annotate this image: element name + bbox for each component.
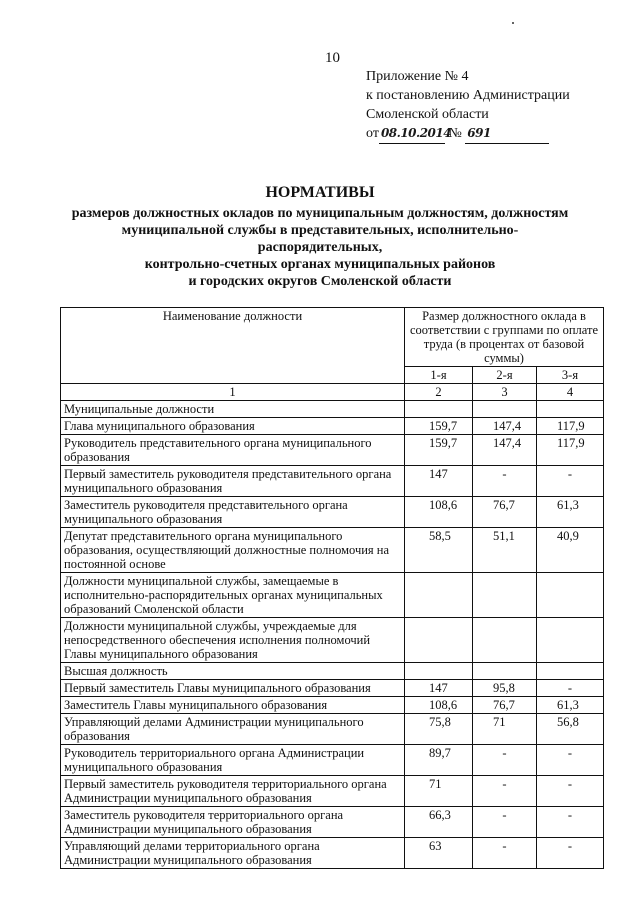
table-row bbox=[61, 807, 604, 838]
row-group-3: - bbox=[537, 466, 604, 497]
row-group-1: 147 bbox=[405, 466, 473, 497]
col-number-3: 3 bbox=[473, 384, 537, 401]
handwritten-date: 08.10.2014 bbox=[379, 124, 445, 144]
row-group-2: 95,8 bbox=[473, 680, 537, 697]
row-group-1: 159,7 bbox=[405, 418, 473, 435]
row-group-2: - bbox=[473, 807, 537, 838]
table-row bbox=[61, 418, 604, 435]
header-group-1: 1-я bbox=[405, 367, 473, 384]
row-group-1: 108,6 bbox=[405, 497, 473, 528]
date-prefix: от bbox=[366, 126, 379, 141]
table-row bbox=[61, 838, 604, 869]
row-group-1: 66,3 bbox=[405, 807, 473, 838]
row-group-2: 147,4 bbox=[473, 435, 537, 466]
row-group-3: - bbox=[537, 838, 604, 869]
header-salary-size: Размер должностного оклада в соответствии с группами по оплате труда (в процентах от базовой суммы) bbox=[405, 308, 604, 367]
number-prefix: № bbox=[448, 126, 462, 141]
row-position: Заместитель Главы муниципального образования bbox=[61, 697, 405, 714]
row-group-2: 147,4 bbox=[473, 418, 537, 435]
row-position: Депутат представительного органа муниципального образования, осуществляющий должностные полномочия на постоянной основе bbox=[61, 528, 405, 573]
col-number-4: 4 bbox=[537, 384, 604, 401]
appendix-line-3: Смоленской области bbox=[366, 107, 489, 122]
row-group-3: - bbox=[537, 776, 604, 807]
row-group-1: 108,6 bbox=[405, 697, 473, 714]
row-group-2 bbox=[473, 618, 537, 663]
table-row bbox=[61, 435, 604, 466]
row-group-3 bbox=[537, 663, 604, 680]
row-position: Управляющий делами территориального органа Администрации муниципального образования bbox=[61, 838, 405, 869]
table-row bbox=[61, 745, 604, 776]
row-position: Высшая должность bbox=[61, 663, 405, 680]
table-row bbox=[61, 776, 604, 807]
row-position: Должности муниципальной службы, замещаемые в исполнительно-распорядительных органах муниципальных образований Смоленской области bbox=[61, 573, 405, 618]
row-group-2: - bbox=[473, 838, 537, 869]
handwritten-number: 691 bbox=[465, 124, 549, 144]
title-line-1: размеров должностных окладов по муниципальным должностям, должностям bbox=[71, 206, 569, 221]
row-group-1 bbox=[405, 663, 473, 680]
row-group-2: 51,1 bbox=[473, 528, 537, 573]
table-row bbox=[61, 618, 604, 663]
row-position: Должности муниципальной службы, учреждаемые для непосредственного обеспечения исполнения полномочий Главы муниципального образования bbox=[61, 618, 405, 663]
table-row bbox=[61, 714, 604, 745]
header-group-3: 3-я bbox=[537, 367, 604, 384]
row-group-1: 159,7 bbox=[405, 435, 473, 466]
title-line-4: контрольно-счетных органах муниципальных районов bbox=[144, 257, 496, 272]
row-position: Первый заместитель Главы муниципального образования bbox=[61, 680, 405, 697]
table-row bbox=[61, 697, 604, 714]
norms-table bbox=[60, 307, 604, 869]
row-group-2 bbox=[473, 663, 537, 680]
col-number-2: 2 bbox=[405, 384, 473, 401]
row-group-1: 89,7 bbox=[405, 745, 473, 776]
row-position: Глава муниципального образования bbox=[61, 418, 405, 435]
row-group-2: 76,7 bbox=[473, 697, 537, 714]
appendix-line-1: Приложение № 4 bbox=[366, 69, 469, 84]
row-group-3: 117,9 bbox=[537, 418, 604, 435]
row-group-3: 40,9 bbox=[537, 528, 604, 573]
row-position: Муниципальные должности bbox=[61, 401, 405, 418]
row-group-3: - bbox=[537, 807, 604, 838]
row-position: Управляющий делами Администрации муниципального образования bbox=[61, 714, 405, 745]
row-group-1: 75,8 bbox=[405, 714, 473, 745]
row-group-3: - bbox=[537, 680, 604, 697]
row-group-3: 56,8 bbox=[537, 714, 604, 745]
row-group-3: 61,3 bbox=[537, 697, 604, 714]
row-group-2: 76,7 bbox=[473, 497, 537, 528]
row-group-3 bbox=[537, 618, 604, 663]
table-row bbox=[61, 680, 604, 697]
table-row bbox=[61, 663, 604, 680]
appendix-line-2: к постановлению Администрации bbox=[366, 88, 570, 103]
row-group-1 bbox=[405, 573, 473, 618]
row-group-3 bbox=[537, 401, 604, 418]
row-group-2: - bbox=[473, 776, 537, 807]
document-title bbox=[40, 184, 600, 290]
appendix-date-line bbox=[366, 124, 570, 144]
table-row bbox=[61, 401, 604, 418]
title-line-5: и городских округов Смоленской области bbox=[188, 274, 452, 289]
row-group-1: 147 bbox=[405, 680, 473, 697]
row-group-3: 117,9 bbox=[537, 435, 604, 466]
row-position: Заместитель руководителя представительного органа муниципального образования bbox=[61, 497, 405, 528]
row-position: Заместитель руководителя территориального органа Администрации муниципального образования bbox=[61, 807, 405, 838]
header-group-2: 2-я bbox=[473, 367, 537, 384]
row-group-3: 61,3 bbox=[537, 497, 604, 528]
row-group-3 bbox=[537, 573, 604, 618]
row-group-1: 58,5 bbox=[405, 528, 473, 573]
col-number-1: 1 bbox=[61, 384, 405, 401]
page-number: 10 bbox=[325, 50, 340, 66]
row-group-2 bbox=[473, 573, 537, 618]
table-row bbox=[61, 528, 604, 573]
row-position: Руководитель территориального органа Администрации муниципального образования bbox=[61, 745, 405, 776]
row-group-1 bbox=[405, 618, 473, 663]
appendix-block bbox=[366, 67, 570, 144]
row-position: Руководитель представительного органа муниципального образования bbox=[61, 435, 405, 466]
row-group-2 bbox=[473, 401, 537, 418]
header-position-name: Наименование должности bbox=[61, 308, 405, 384]
row-group-2: - bbox=[473, 466, 537, 497]
title-main: НОРМАТИВЫ bbox=[265, 184, 375, 201]
scan-speck bbox=[512, 22, 514, 24]
table-row bbox=[61, 466, 604, 497]
table-row bbox=[61, 497, 604, 528]
row-group-1 bbox=[405, 401, 473, 418]
row-position: Первый заместитель руководителя территориального органа Администрации муниципального образования bbox=[61, 776, 405, 807]
row-group-2: - bbox=[473, 745, 537, 776]
row-group-1: 63 bbox=[405, 838, 473, 869]
row-group-1: 71 bbox=[405, 776, 473, 807]
title-line-2: муниципальной службы в представительных, исполнительно- bbox=[121, 223, 519, 238]
row-group-3: - bbox=[537, 745, 604, 776]
row-group-2: 71 bbox=[473, 714, 537, 745]
title-line-3: распорядительных, bbox=[257, 240, 383, 255]
row-position: Первый заместитель руководителя представительного органа муниципального образования bbox=[61, 466, 405, 497]
table-row bbox=[61, 573, 604, 618]
